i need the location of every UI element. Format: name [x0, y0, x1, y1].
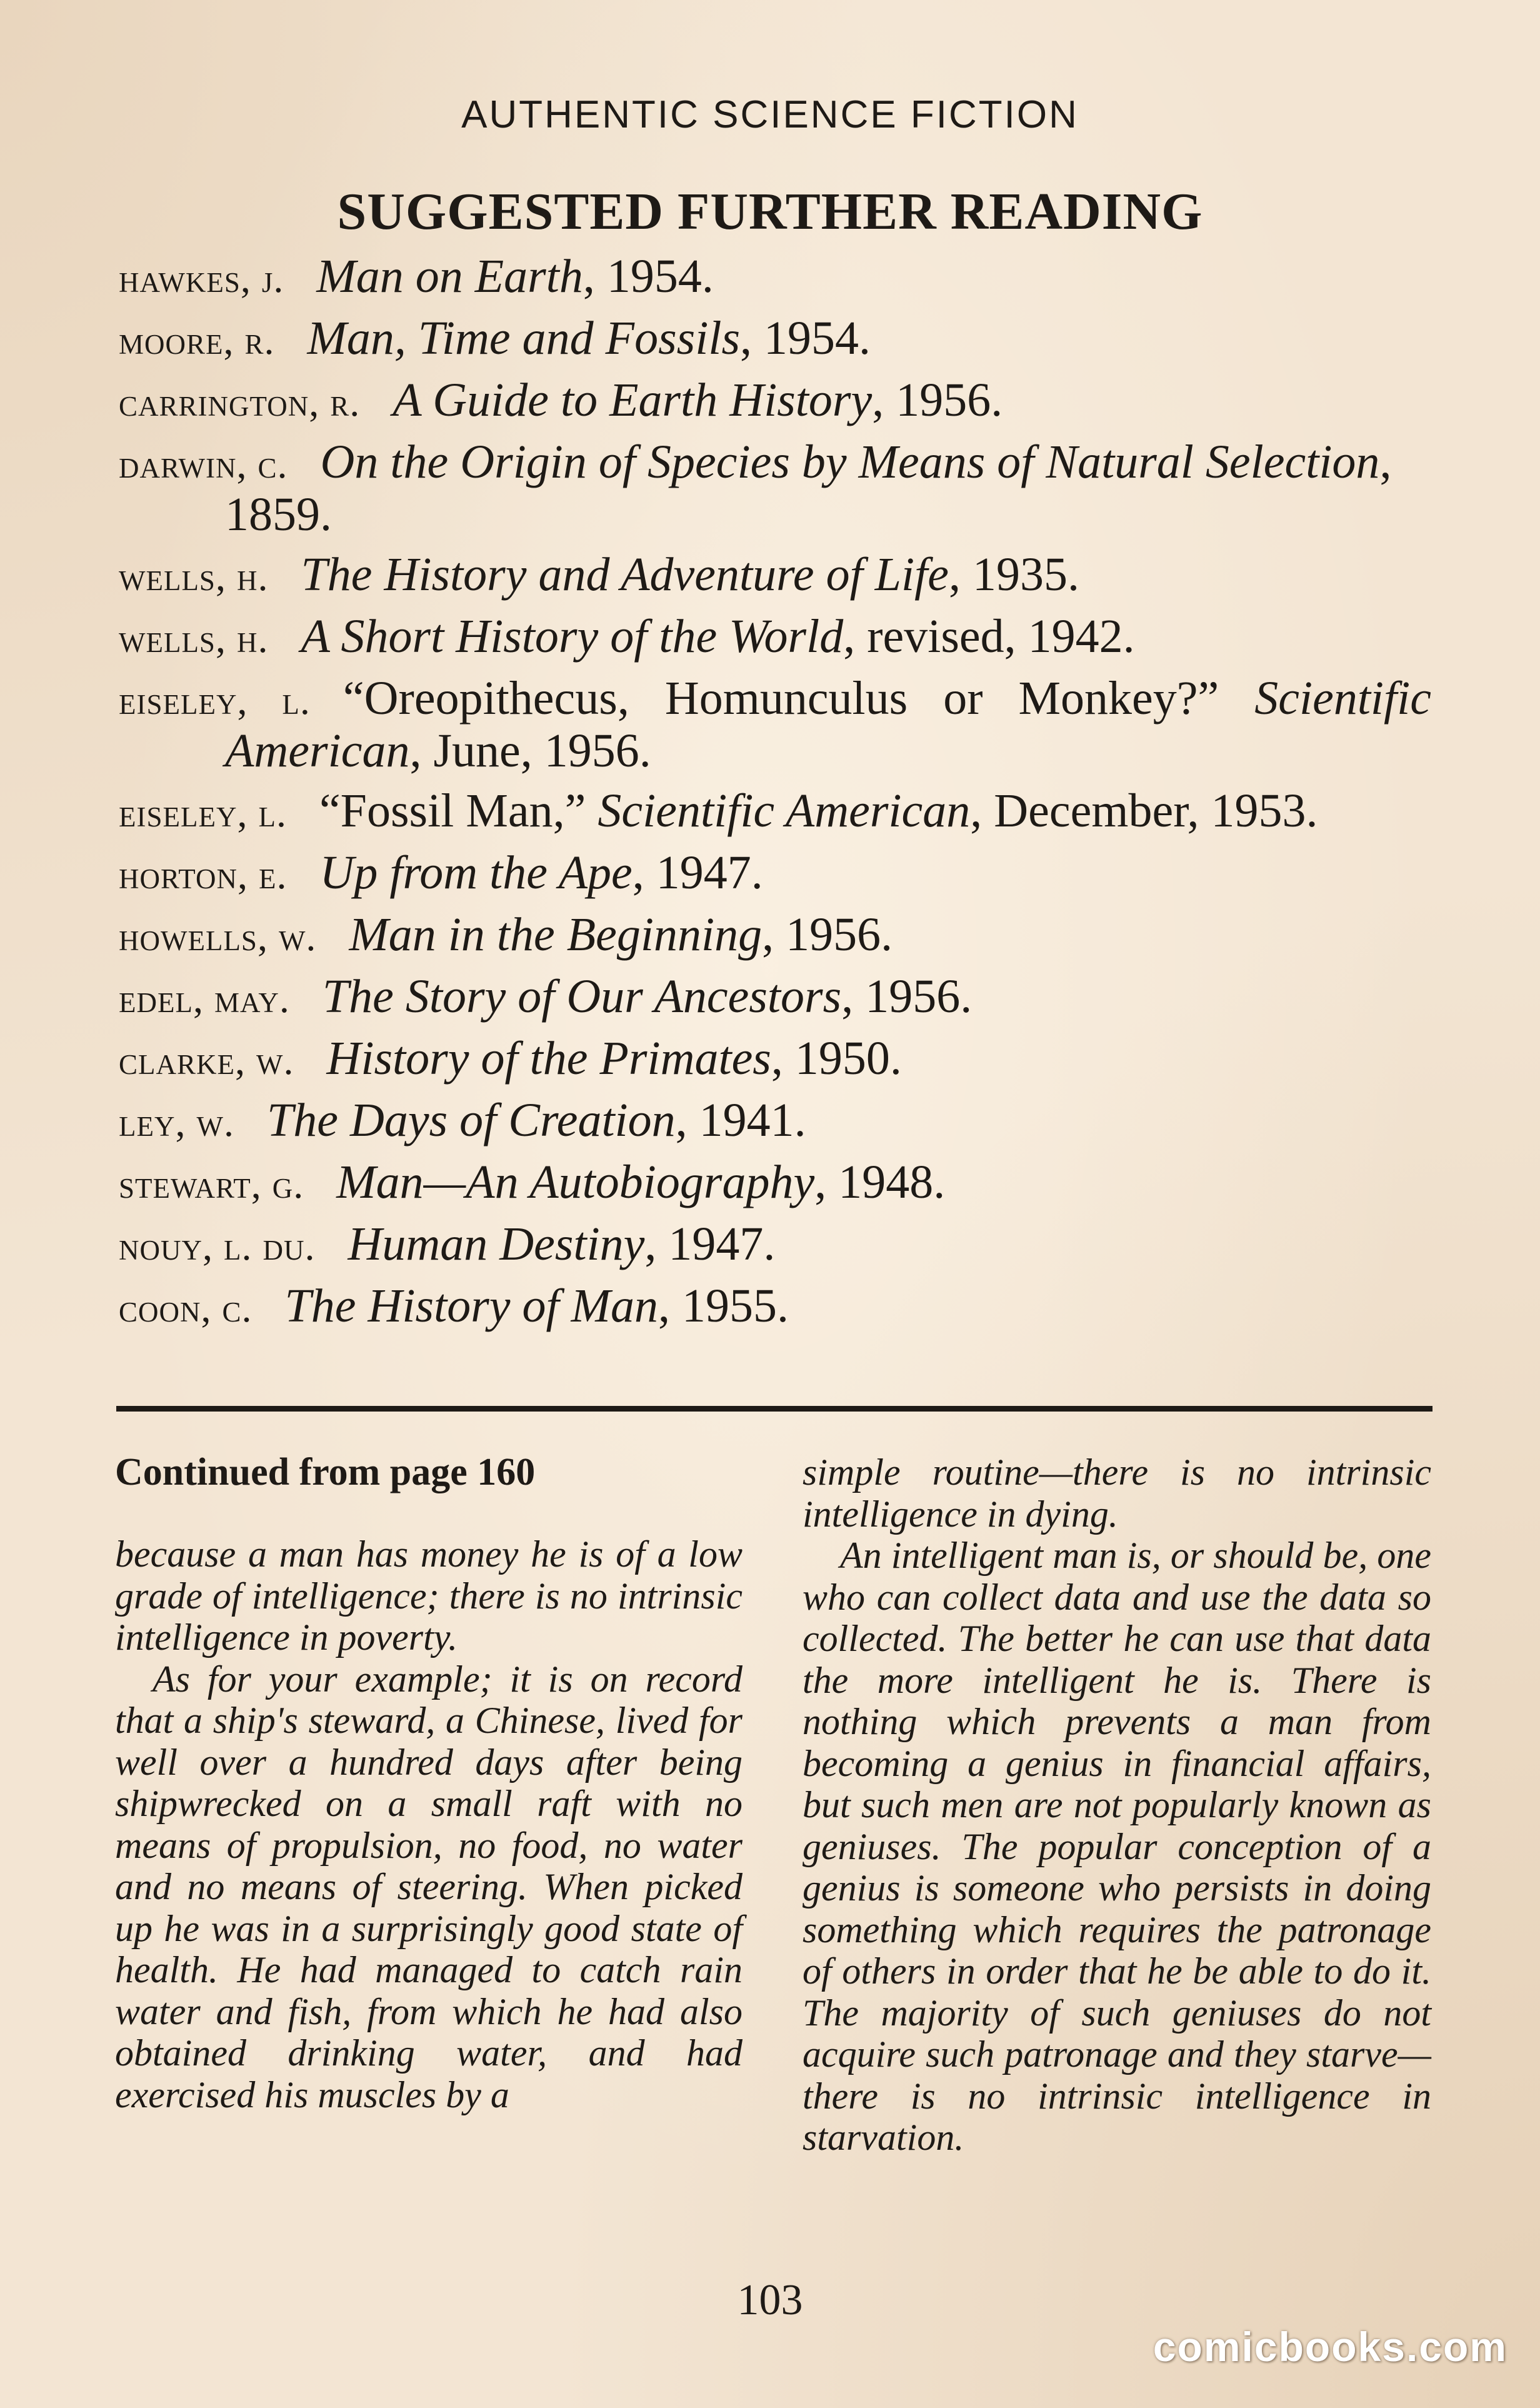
entry-details: , 1956. — [762, 908, 893, 961]
reading-entry — [119, 313, 1431, 366]
reading-entry — [119, 549, 1431, 602]
entry-title: A Short History of the World — [301, 610, 844, 663]
entry-title: The History and Adventure of Life — [301, 548, 949, 601]
entry-author: carrington, r. — [119, 380, 361, 424]
entry-details: , 1955. — [658, 1280, 789, 1332]
entry-author: clarke, w. — [119, 1038, 294, 1083]
entry-article-title: “Fossil Man,” — [319, 785, 598, 837]
reading-entry — [119, 375, 1431, 428]
entry-author: eiseley, l. — [119, 678, 311, 723]
entry-title: Up from the Ape — [319, 846, 632, 899]
entry-title: Man on Earth — [316, 250, 583, 303]
entry-details: , 1941. — [675, 1094, 806, 1146]
entry-title: Scientific American — [598, 785, 971, 837]
entry-author: coon, c. — [119, 1286, 252, 1330]
entry-author: darwin, c. — [119, 442, 288, 486]
right-column — [802, 1452, 1431, 2159]
section-title: SUGGESTED FURTHER READING — [337, 183, 1203, 241]
entry-details: , 1947. — [644, 1218, 776, 1270]
entry-author: hawkes, j. — [119, 256, 284, 301]
right-paragraph-2: An intelligent man is, or should be, one who can collect data and use the data so collected. The better he can use that data the more intelligent he is. There is nothing which prevents a man from becoming a genius in financial affairs, but such men are not popularly known as geniuses. The popular conception of a genius is someone who persists in doing something which requires the patronage of others in order that he be able to do it. The majority of such geniuses do not acquire such patronage and they starve—there is no intrinsic intelligence in starvation. — [802, 1535, 1431, 2158]
entry-details: , 1935. — [948, 548, 1079, 601]
entry-title: Scientific American — [225, 672, 1432, 777]
entry-details: , June, 1956. — [409, 725, 651, 777]
page-number: 103 — [737, 2276, 803, 2324]
section-divider — [116, 1406, 1432, 1412]
entry-title: Man, Time and Fossils — [307, 312, 741, 364]
reading-entry — [119, 848, 1431, 900]
entry-details: , revised, 1942. — [843, 610, 1135, 663]
entry-author: wells, h. — [119, 616, 269, 661]
entry-title: Man—An Autobiography — [336, 1156, 815, 1208]
entry-author: stewart, g. — [119, 1162, 304, 1207]
running-head: AUTHENTIC SCIENCE FICTION — [461, 93, 1079, 136]
reading-entry — [119, 971, 1431, 1024]
entry-details: , 1948. — [814, 1156, 946, 1208]
entry-author: eiseley, l. — [119, 791, 287, 835]
entry-author: edel, may. — [119, 976, 290, 1021]
entry-title: History of the Primates — [326, 1032, 771, 1085]
reading-entry — [119, 910, 1431, 962]
reading-entry — [119, 437, 1431, 540]
reading-list — [119, 251, 1431, 1343]
entry-title: On the Origin of Species by Means of Natural Selection — [320, 436, 1380, 488]
entry-title: Human Destiny — [348, 1218, 645, 1270]
reading-entry — [119, 673, 1431, 776]
entry-author: horton, e. — [119, 853, 288, 897]
right-paragraph-1: simple routine—there is no intrinsic intelligence in dying. — [802, 1452, 1431, 1535]
entry-title: A Guide to Earth History — [392, 374, 872, 426]
entry-details: , 1954. — [740, 312, 871, 364]
reading-entry — [119, 1033, 1431, 1086]
entry-title: The Days of Creation — [266, 1094, 676, 1146]
left-paragraph-1: because a man has money he is of a low grade of intelligence; there is no intrinsic intelligence in poverty. — [115, 1533, 742, 1658]
left-column — [115, 1452, 742, 2115]
left-paragraph-2: As for your example; it is on record that a ship's steward, a Chinese, lived for well over a hundred days after being shipwrecked on a small raft with no means of propulsion, no food, no water and no means of steering. When picked up he was in a surprisingly good state of health. He had managed to catch rain water and fish, from which he had also obtained drinking water, and had exercised his muscles by a — [115, 1658, 742, 2115]
entry-author: howells, w. — [119, 915, 317, 959]
entry-details: , 1947. — [632, 846, 763, 899]
entry-article-title: “Oreopithecus, Homunculus or Monkey?” — [342, 672, 1255, 725]
entry-details: , 1950. — [771, 1032, 902, 1085]
entry-author: nouy, l. du. — [119, 1224, 316, 1268]
reading-entry — [119, 1157, 1431, 1210]
entry-author: wells, h. — [119, 554, 269, 599]
reading-entry — [119, 786, 1431, 838]
reading-entry — [119, 1219, 1431, 1272]
entry-details: , 1956. — [841, 970, 972, 1023]
entry-author: moore, r. — [119, 318, 275, 363]
entry-title: Man in the Beginning — [349, 908, 762, 961]
watermark: comicbooks.com — [1152, 2324, 1508, 2370]
reading-entry — [119, 251, 1431, 304]
entry-details: , December, 1953. — [970, 785, 1318, 837]
entry-details: , 1954. — [582, 250, 714, 303]
reading-entry — [119, 611, 1431, 664]
entry-details: , 1956. — [872, 374, 1003, 426]
entry-title: The Story of Our Ancestors — [322, 970, 842, 1023]
entry-author: ley, w. — [119, 1100, 234, 1145]
entry-details: , 1859. — [225, 436, 1392, 541]
reading-entry — [119, 1281, 1431, 1333]
reading-entry — [119, 1095, 1431, 1148]
continued-heading: Continued from page 160 — [115, 1451, 536, 1493]
entry-title: The History of Man — [284, 1280, 658, 1332]
